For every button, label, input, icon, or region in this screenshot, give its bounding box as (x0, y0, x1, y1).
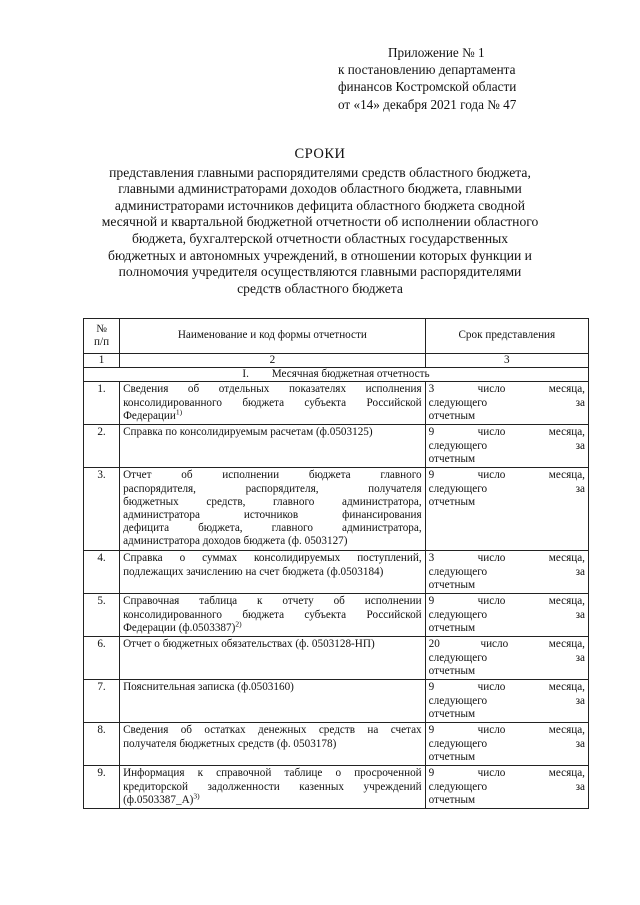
deadline-word: месяца, (548, 426, 585, 439)
deadline-text (429, 552, 585, 592)
deadline-cell (425, 468, 588, 551)
row-number: 2. (84, 425, 120, 468)
table-row (84, 637, 589, 680)
form-name-last-line (123, 535, 422, 548)
header-deadline-cell: Срок представления (425, 319, 588, 354)
deadline-word: 9 (428, 681, 435, 694)
deadline-text (429, 426, 585, 466)
deadline-line: отчетным (428, 664, 476, 677)
deadline-word: следующего (428, 482, 488, 495)
deadline-word: месяца, (548, 638, 585, 651)
deadline-text (429, 595, 585, 635)
deadline-word: следующего (428, 608, 488, 621)
deadline-cell (425, 723, 588, 766)
form-name-text: Пояснительная записка (ф.0503160) (123, 681, 294, 694)
deadline-text (429, 638, 585, 678)
deadline-word: 9 (428, 595, 435, 608)
deadline-line (429, 552, 585, 565)
deadline-word: за (575, 608, 585, 621)
form-name-cell (120, 680, 426, 723)
deadline-line: отчетным (428, 707, 476, 720)
form-name-cell (120, 468, 426, 551)
deadline-line: отчетным (428, 578, 476, 591)
deadline-word: число (477, 724, 506, 737)
deadline-word: число (477, 552, 506, 565)
deadline-word: за (575, 439, 585, 452)
deadline-text (429, 681, 585, 721)
deadline-line (429, 609, 585, 622)
deadline-word: следующего (428, 694, 488, 707)
section-number: I. (242, 368, 249, 381)
heading-line: средств областного бюджета (237, 280, 403, 296)
deadlines-table (83, 318, 589, 809)
form-name-text: Отчет о бюджетных обязательствах (ф. 0503128-НП) (123, 638, 375, 651)
deadline-word: за (575, 694, 585, 707)
column-number: 3 (425, 354, 588, 368)
form-name-line: кредиторской задолженности казенных учреждений (123, 780, 422, 793)
table-row (84, 468, 589, 551)
table-row (84, 382, 589, 425)
form-name-last-line (123, 566, 422, 579)
form-name-line: Справка о суммах консолидируемых поступлений, (123, 552, 422, 565)
deadline-line (429, 426, 585, 439)
deadline-line (429, 595, 585, 608)
deadline-cell (425, 551, 588, 594)
deadline-word: месяца, (548, 767, 585, 780)
deadline-word: число (477, 383, 506, 396)
form-name-line: Информация к справочной таблице о просроченной (123, 767, 422, 780)
document-title: СРОКИ (294, 146, 346, 162)
row-number: 1. (84, 382, 120, 425)
deadline-word: за (575, 737, 585, 750)
row-number: 8. (84, 723, 120, 766)
header-name-cell: Наименование и код формы отчетности (120, 319, 426, 354)
form-name-line: распорядителя, распорядителя, получателя (123, 482, 422, 495)
document-heading (70, 146, 570, 297)
deadline-word: за (575, 780, 585, 793)
deadline-line (429, 383, 585, 396)
deadline-text (429, 767, 585, 807)
column-numbers-row (84, 354, 589, 368)
table-row (84, 551, 589, 594)
row-number: 3. (84, 468, 120, 551)
deadline-line (429, 638, 585, 651)
heading-line: администраторами источников дефицита областного бюджета сводной (114, 197, 526, 213)
appendix-line-department: финансов Костромской области (338, 79, 517, 95)
footnote-marker: 3) (193, 791, 200, 801)
deadline-word: месяца, (548, 724, 585, 737)
form-name-last-line (123, 738, 422, 751)
table-row (84, 680, 589, 723)
form-name-last-line (123, 619, 422, 635)
form-name-cell (120, 723, 426, 766)
heading-line: полномочия учредителя осуществляются главными распорядителями (118, 264, 522, 280)
form-name-last-line (123, 426, 422, 439)
form-name-cell (120, 766, 426, 809)
deadline-text (429, 469, 585, 509)
form-name-last-line (123, 681, 422, 694)
deadline-word: месяца, (548, 595, 585, 608)
deadline-line (429, 469, 585, 482)
deadline-word: число (477, 681, 506, 694)
form-name-line: Отчет об исполнении бюджета главного (123, 469, 422, 482)
column-number: 1 (84, 354, 120, 368)
deadline-word: число (477, 767, 506, 780)
form-name-line: Справочная таблица к отчету об исполнении (123, 595, 422, 608)
deadline-word: 20 (428, 638, 440, 651)
deadline-cell (425, 680, 588, 723)
deadline-word: число (477, 469, 506, 482)
deadline-word: следующего (428, 565, 488, 578)
header-number-cell (84, 319, 120, 354)
deadline-word: следующего (428, 651, 488, 664)
deadline-cell (425, 594, 588, 637)
row-number: 7. (84, 680, 120, 723)
form-name-cell (120, 551, 426, 594)
deadline-word: за (575, 651, 585, 664)
deadline-word: число (480, 638, 509, 651)
deadline-word: 3 (428, 552, 435, 565)
deadline-text (429, 724, 585, 764)
deadline-line (429, 440, 585, 453)
form-name-line: бюджетных средств, главного администратора, (123, 495, 422, 508)
deadline-line (429, 767, 585, 780)
deadline-line: отчетным (428, 495, 476, 508)
deadline-word: за (575, 565, 585, 578)
deadline-cell (425, 425, 588, 468)
appendix-block (338, 44, 608, 113)
row-number: 6. (84, 637, 120, 680)
appendix-line-date: от «14» декабря 2021 года № 47 (338, 96, 517, 112)
form-name-text: (ф.0503387_А) (123, 793, 194, 806)
deadline-line: отчетным (428, 621, 476, 634)
deadline-word: число (477, 595, 506, 608)
form-name-text: Справка по консолидируемым расчетам (ф.0503125) (123, 426, 373, 439)
deadline-line (429, 738, 585, 751)
deadline-word: 9 (428, 426, 435, 439)
deadline-cell (425, 382, 588, 425)
form-name-text: Федерации (ф.0503387) (123, 621, 236, 634)
heading-line: бюджета, бухгалтерской отчетности областных государственных (131, 230, 509, 246)
deadline-cell (425, 766, 588, 809)
form-name-text: администратора доходов бюджета (ф. 0503127) (123, 535, 348, 548)
form-name-cell (120, 425, 426, 468)
section-title: Месячная бюджетная отчетность (271, 368, 430, 381)
deadline-word: месяца, (548, 681, 585, 694)
form-name-cell (120, 594, 426, 637)
deadline-word: число (477, 426, 506, 439)
footnote-marker: 2) (235, 619, 242, 629)
form-name-text: получателя бюджетных средств (ф. 0503178) (123, 737, 337, 750)
deadline-word: месяца, (548, 469, 585, 482)
form-name-last-line (123, 407, 422, 423)
deadline-word: за (575, 396, 585, 409)
form-name-line: Сведения об отдельных показателях исполнения (123, 383, 422, 396)
form-name-line: администратора источников финансирования (123, 509, 422, 522)
appendix-line-resolution: к постановлению департамента (338, 62, 516, 78)
table-row (84, 766, 589, 809)
deadline-line (429, 695, 585, 708)
deadline-word: 9 (428, 469, 435, 482)
deadline-line (429, 681, 585, 694)
form-name-cell (120, 382, 426, 425)
form-name-text: подлежащих зачислению на счет бюджета (ф.0503184) (123, 565, 384, 578)
deadline-text (429, 383, 585, 423)
deadline-word: 9 (428, 724, 435, 737)
deadline-word: следующего (428, 439, 488, 452)
deadline-line: отчетным (428, 750, 476, 763)
table-header-row (84, 319, 589, 354)
row-number: 4. (84, 551, 120, 594)
heading-line: представления главными распорядителями средств областного бюджета, (109, 164, 531, 180)
form-name-line: консолидированного бюджета субъекта Российской (123, 396, 422, 409)
table-row (84, 723, 589, 766)
form-name-line: Сведения об остатках денежных средств на счетах (123, 724, 422, 737)
deadline-line (429, 397, 585, 410)
heading-line: бюджетных и автономных учреждений, в отношении которых функции и (108, 247, 532, 263)
heading-line: главными администраторами доходов областного бюджета, главными (118, 181, 522, 197)
column-number: 2 (120, 354, 426, 368)
deadline-word: месяца, (548, 552, 585, 565)
deadline-line (429, 724, 585, 737)
form-name-cell (120, 637, 426, 680)
heading-line: месячной и квартальной бюджетной отчетности об исполнении областного (101, 214, 539, 230)
deadline-line: отчетным (428, 452, 476, 465)
deadline-word: за (575, 482, 585, 495)
form-name-last-line (123, 638, 422, 651)
form-name-last-line (123, 791, 422, 807)
deadline-line (429, 483, 585, 496)
deadline-line: отчетным (428, 409, 476, 422)
deadline-line (429, 652, 585, 665)
deadline-word: месяца, (548, 383, 585, 396)
deadline-word: следующего (428, 396, 488, 409)
deadline-line (429, 566, 585, 579)
form-name-text: Федерации (123, 409, 176, 422)
section-title-cell (84, 368, 589, 382)
row-number: 5. (84, 594, 120, 637)
footnote-marker: 1) (175, 407, 183, 417)
form-name-line: дефицита бюджета, главного администратора, (123, 522, 422, 535)
deadline-cell (425, 637, 588, 680)
header-number-abbr: п/п (93, 336, 110, 348)
header-number-symbol: № (96, 322, 107, 335)
table-row (84, 425, 589, 468)
section-row (84, 368, 589, 382)
deadline-word: 3 (428, 383, 435, 396)
table-row (84, 594, 589, 637)
appendix-title: Приложение № 1 (388, 45, 485, 60)
form-name-line: консолидированного бюджета субъекта Российской (123, 608, 422, 621)
deadline-line: отчетным (428, 793, 476, 806)
deadline-word: 9 (428, 767, 435, 780)
deadline-line (429, 781, 585, 794)
deadline-word: следующего (428, 780, 488, 793)
row-number: 9. (84, 766, 120, 809)
deadline-word: следующего (428, 737, 488, 750)
